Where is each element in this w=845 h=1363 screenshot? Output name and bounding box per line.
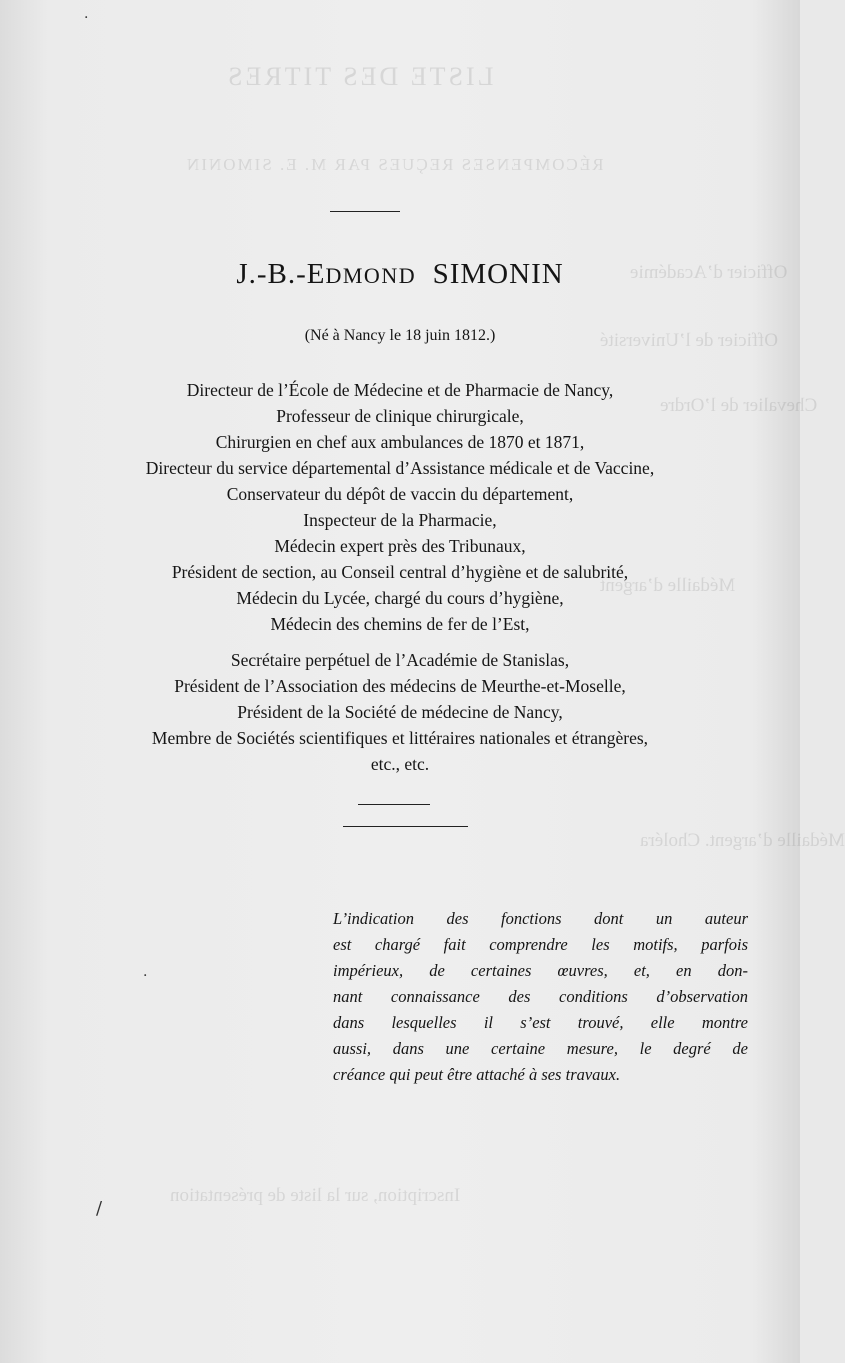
title-line: Président de l’Association des médecins de Meurthe-et-Moselle, xyxy=(174,676,626,696)
quote-line: est chargé fait comprendre les motifs, parfois xyxy=(333,935,748,954)
title-line: Chirurgien en chef aux ambulances de 1870 et 1871, xyxy=(215,432,585,452)
quote-line: nant connaissance des conditions d’observation xyxy=(333,987,748,1006)
bleed-through-texture: LISTE DES TITRES RÉCOMPENSES REÇUES PAR M. E. SIMONIN Officier d’Académie Officier de l’Université Chevalier de l’Ordre Médaille d’argent Médaille d’argent. Choléra Inscription, sur la liste de présentation xyxy=(170,62,845,1206)
title-line: Inspecteur de la Pharmacie, xyxy=(303,510,497,530)
title-line: Président de la Société de médecine de Nancy, xyxy=(237,702,563,722)
title-line: Médecin du Lycée, chargé du cours d’hygiène, xyxy=(236,588,564,608)
title-line: Secrétaire perpétuel de l’Académie de Stanislas, xyxy=(230,650,570,670)
quote-line: aussi, dans une certaine mesure, le degré de xyxy=(333,1039,748,1058)
top-divider-rule xyxy=(330,211,400,212)
title-line: Directeur du service départemental d’Assistance médicale et de Vaccine, xyxy=(145,458,655,478)
name-first-rest: DMOND xyxy=(325,263,417,288)
birth-note: (Né à Nancy le 18 juin 1812.) xyxy=(304,327,496,344)
title-line: Médecin des chemins de fer de l’Est, xyxy=(270,614,530,634)
title-line: Professeur de clinique chirurgicale, xyxy=(276,406,524,426)
name-prefix: J.-B.- xyxy=(236,258,307,290)
middle-divider-rule xyxy=(358,804,430,805)
title-line: Conservateur du dépôt de vaccin du département, xyxy=(226,484,574,504)
title-line: etc., etc. xyxy=(370,754,430,774)
epigraph-quote xyxy=(333,906,748,1088)
quote-line: L’indication des fonctions dont un auteur xyxy=(333,909,748,928)
name-surname: SIMONIN xyxy=(432,258,564,290)
ink-speck-mark: / xyxy=(96,1198,103,1219)
quote-line: créance qui peut être attaché à ses travaux. xyxy=(333,1065,621,1084)
ink-speck-mark: · xyxy=(143,968,148,984)
ink-speck-mark: · xyxy=(84,10,89,26)
quote-divider-rule xyxy=(343,826,468,827)
title-line: Médecin expert près des Tribunaux, xyxy=(274,536,526,556)
name-first-initial: E xyxy=(306,258,326,290)
title-line: Président de section, au Conseil central d’hygiène et de salubrité, xyxy=(171,562,629,582)
title-line: Directeur de l’École de Médecine et de Pharmacie de Nancy, xyxy=(186,380,614,400)
title-line: Membre de Sociétés scientifiques et littéraires nationales et étrangères, xyxy=(151,728,649,748)
author-name-heading xyxy=(0,258,800,291)
quote-line: impérieux, de certaines œuvres, et, en don- xyxy=(333,961,748,980)
title-gap xyxy=(0,637,800,647)
titles-list xyxy=(0,377,800,777)
quote-line: dans lesquelles il s’est trouvé, elle montre xyxy=(333,1013,748,1032)
